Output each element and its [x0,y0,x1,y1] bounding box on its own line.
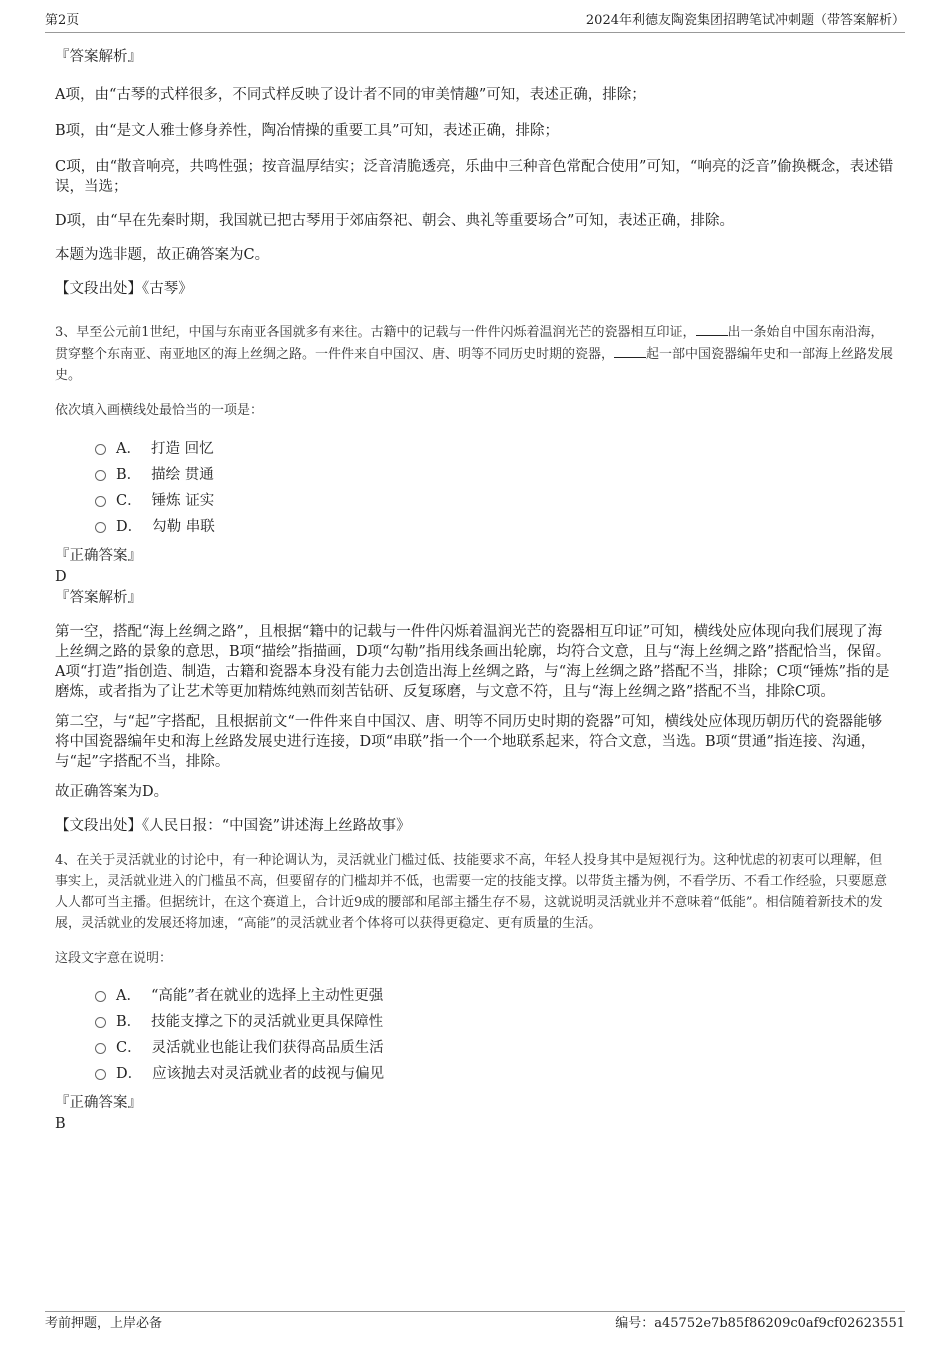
q4-answer: B [55,1116,66,1132]
q2-analysis-c: C项，由“散音响亮，共鸣性强；按音温厚结实；泛音清脆透亮，乐曲中三种音色常配合使用”可知，“响亮的泛音”偷换概念，表述错误，当选； [55,159,894,195]
option-letter: B． [116,1013,142,1030]
q3-option-d[interactable] [95,512,895,538]
option-letter: D． [116,518,143,535]
page-header [45,12,905,33]
radio-icon[interactable] [95,1043,106,1054]
q4-answer-title: 『正确答案』 [55,1095,142,1111]
q3-option-b[interactable] [95,460,895,486]
q2-analysis-title: 『答案解析』 [55,49,142,65]
option-text: 描绘 贯通 [151,466,214,483]
q3-option-c[interactable] [95,486,895,512]
q4-option-d[interactable] [95,1059,895,1085]
q3-blank-2 [614,343,646,358]
document-content [55,42,895,1134]
option-letter: C． [116,492,142,509]
q3-stem-part2: 出一条始自中国东南沿海，贯穿整个东南亚、南亚地区的海上丝绸之路。一件件来自中国汉、唐、明等不同历史时期的瓷器， [55,325,884,362]
q3-option-a[interactable] [95,434,895,460]
document-code: 编号：a45752e7b85f86209c0af9cf02623551 [615,1316,905,1331]
option-letter: A． [116,440,141,457]
q3-conclusion: 故正确答案为D。 [55,784,169,800]
q3-prompt: 依次填入画横线处最恰当的一项是： [55,403,264,418]
radio-icon[interactable] [95,991,106,1002]
page-footer [45,1311,905,1334]
page-number: 第2页 [45,13,80,28]
footer-slogan: 考前押题，上岸必备 [45,1316,163,1331]
option-text: 应该抛去对灵活就业者的歧视与偏见 [152,1065,385,1082]
q3-stem-part3: 起一部中国瓷器编年史和一部海上丝路发展史。 [55,347,894,383]
q2-analysis-d: D项，由“早在先秦时期，我国就已把古琴用于郊庙祭祀、朝会、典礼等重要场合”可知，表述正确，排除。 [55,213,734,229]
q2-conclusion: 本题为选非题，故正确答案为C。 [55,247,270,263]
option-text: 技能支撑之下的灵活就业更具保障性 [151,1013,384,1030]
q3-analysis-1: 第一空，搭配“海上丝绸之路”，且根据“籍中的记载与一件件闪烁着温润光芒的瓷器相互印证”可知，横线处应体现向我们展现了海上丝绸之路的景象的意思，B项“描绘”指描画，D项“勾勒”指用线条画出轮廓，均符合文意，且与“海上丝绸之路”搭配恰当，保留。A项“打造”指创造、制造，古籍和瓷器本身没有能力去创造出海上丝绸之路，与“海上丝绸之路”搭配不当，排除；C项“锤炼”指的是磨炼，或者指为了让艺术等更加精炼纯熟而刻苦钻研、反复琢磨，与文意不符，且与“海上丝绸之路”搭配不当，排除C项。 [55,624,891,700]
radio-icon[interactable] [95,1017,106,1028]
radio-icon[interactable] [95,444,106,455]
option-text: “高能”者在就业的选择上主动性更强 [150,987,384,1004]
q2-source: 【文段出处】《古琴》 [55,281,193,297]
option-text: 勾勒 串联 [152,518,215,535]
q4-stem: 4、在关于灵活就业的讨论中，有一种论调认为，灵活就业门槛过低、技能要求不高，年轻人投身其中是短视行为。这种忧虑的初衷可以理解，但事实上，灵活就业进入的门槛虽不高，但要留存的门槛却并不低，也需要一定的技能支撑。以带货主播为例，不看学历、不看工作经验，只要愿意人人都可当主播。但据统计，在这个赛道上，合计近9成的腰部和尾部主播生存不易，这就说明灵活就业并不意味着“低能”。相信随着新技术的发展，灵活就业的发展还将加速，“高能”的灵活就业者个体将可以获得更稳定、更有质量的生活。 [55,853,888,931]
q4-options [95,981,895,1085]
q3-analysis-title: 『答案解析』 [55,590,142,606]
q3-stem-part1: 3、早至公元前1世纪，中国与东南亚各国就多有来往。古籍中的记载与一件件闪烁着温润光芒的瓷器相互印证， [55,325,696,340]
q3-analysis-2: 第二空，与“起”字搭配，且根据前文“一件件来自中国汉、唐、明等不同历史时期的瓷器”可知，横线处应体现历朝历代的瓷器能够将中国瓷器编年史和海上丝路发展史进行连接，D项“串联”指一个一个地联系起来，符合文意，当选。B项“贯通”指连接、沟通，与“起”字搭配不当，排除。 [55,714,883,770]
option-text: 锤炼 证实 [151,492,215,509]
q3-source: 【文段出处】《人民日报：“中国瓷”讲述海上丝路故事》 [55,818,411,834]
radio-icon[interactable] [95,1069,106,1080]
q3-answer: D [55,569,67,585]
q2-analysis-a: A项，由“古琴的式样很多，不同式样反映了设计者不同的审美情趣”可知，表述正确，排除； [55,87,646,103]
option-text: 打造 回忆 [150,440,214,457]
q3-stem [55,321,895,386]
radio-icon[interactable] [95,470,106,481]
option-text: 灵活就业也能让我们获得高品质生活 [151,1039,384,1056]
q3-options [95,434,895,538]
document-title: 2024年利德友陶瓷集团招聘笔试冲刺题（带答案解析） [585,13,905,28]
q4-option-a[interactable] [95,981,895,1007]
option-letter: B． [116,466,142,483]
option-letter: C． [116,1039,142,1056]
q3-blank-1 [696,321,728,336]
q4-prompt: 这段文字意在说明： [55,951,173,966]
radio-icon[interactable] [95,522,106,533]
q2-analysis-b: B项，由“是文人雅士修身养性，陶冶情操的重要工具”可知，表述正确，排除； [55,123,559,139]
q4-option-b[interactable] [95,1007,895,1033]
q3-answer-title: 『正确答案』 [55,548,142,564]
radio-icon[interactable] [95,496,106,507]
option-letter: A． [116,987,141,1004]
q4-option-c[interactable] [95,1033,895,1059]
option-letter: D． [116,1065,143,1082]
